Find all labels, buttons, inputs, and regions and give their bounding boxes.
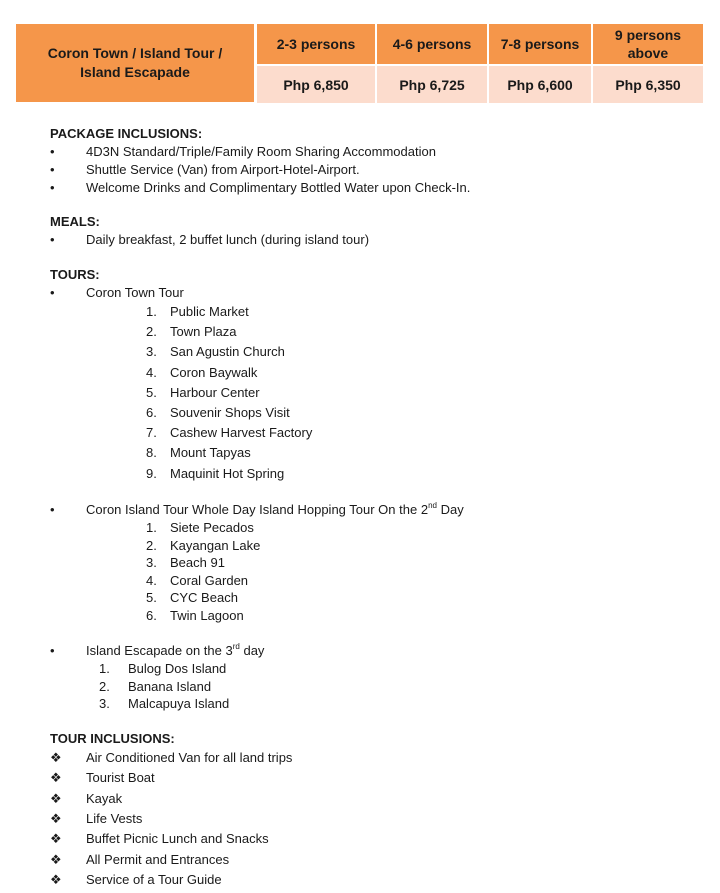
tour-inclusions-heading: TOUR INCLUSIONS: [50, 731, 175, 746]
price-value: Php 6,600 [507, 76, 573, 93]
tours-heading: TOURS: [50, 267, 100, 282]
escapade-title-text: Island Escapade on the 3 [86, 643, 233, 658]
price-cell [377, 66, 487, 103]
list-number: 1. [146, 304, 157, 319]
header-label-line2: above [627, 45, 669, 61]
list-number: 2. [146, 324, 157, 340]
list-number: 5. [146, 590, 157, 606]
package-inclusions-heading: PACKAGE INCLUSIONS: [50, 126, 203, 141]
header-label: 2-3 persons [276, 36, 356, 52]
bullet-icon: • [50, 144, 55, 159]
list-item: Public Market [170, 304, 249, 319]
price-value: Php 6,850 [283, 76, 349, 93]
price-value: Php 6,350 [615, 76, 681, 93]
list-item: All Permit and Entrances [86, 851, 230, 867]
list-item: Daily breakfast, 2 buffet lunch (during island tour) [86, 232, 370, 247]
list-item: Twin Lagoon [170, 608, 244, 623]
list-number: 2. [146, 537, 157, 553]
list-number: 4. [146, 364, 157, 380]
list-number: 4. [146, 572, 157, 588]
list-item: Coron Baywalk [170, 364, 258, 380]
bullet-icon: • [50, 162, 55, 177]
price-value: Php 6,725 [399, 76, 465, 93]
bullet-icon: • [50, 502, 55, 517]
ordinal-suffix: rd [232, 641, 240, 651]
list-item: Coral Garden [170, 572, 249, 588]
group-size-header-7-8 [489, 24, 591, 64]
list-item: Harbour Center [170, 384, 260, 400]
island-tour-title-text: Coron Island Tour Whole Day Island Hopping Tour On the 2 [86, 502, 429, 517]
list-item: Air Conditioned Van for all land trips [86, 750, 293, 765]
list-item: Town Plaza [170, 324, 237, 340]
island-tour-title [86, 501, 464, 519]
island-tour-title-end: Day [436, 502, 464, 517]
list-number: 3. [99, 696, 110, 712]
list-number: 6. [146, 405, 157, 420]
escapade-title [86, 642, 264, 660]
list-item: Welcome Drinks and Complimentary Bottled Water upon Check-In. [86, 180, 471, 195]
group-size-header-4-6 [377, 24, 487, 64]
list-item: 4D3N Standard/Triple/Family Room Sharing Accommodation [86, 144, 436, 159]
list-number: 1. [146, 520, 157, 535]
diamond-bullet-icon: ❖ [50, 770, 62, 786]
diamond-bullet-icon: ❖ [50, 871, 62, 887]
list-number: 1. [99, 661, 110, 676]
list-item: Bulog Dos Island [128, 661, 227, 676]
diamond-bullet-icon: ❖ [50, 831, 62, 847]
diamond-bullet-icon: ❖ [50, 750, 62, 765]
escapade-title-end: day [239, 643, 265, 658]
list-item: Buffet Picnic Lunch and Snacks [86, 831, 269, 847]
price-cell [257, 66, 375, 103]
bullet-icon: • [50, 232, 55, 247]
meals-heading: MEALS: [50, 214, 100, 229]
list-number: 9. [146, 465, 157, 481]
list-number: 5. [146, 384, 157, 400]
list-number: 8. [146, 445, 157, 461]
group-size-header-9-above [593, 24, 703, 64]
list-item: Tourist Boat [86, 770, 155, 786]
list-item: Beach 91 [170, 555, 225, 571]
group-size-header-2-3 [257, 24, 375, 64]
list-item: Kayak [86, 790, 123, 806]
list-item: Malcapuya Island [128, 696, 230, 712]
list-item: Service of a Tour Guide [86, 871, 222, 887]
list-item: Maquinit Hot Spring [170, 465, 285, 481]
list-item: Shuttle Service (Van) from Airport-Hotel-Airport. [86, 162, 360, 177]
list-item: CYC Beach [170, 590, 238, 606]
diamond-bullet-icon: ❖ [50, 851, 62, 867]
list-item: Cashew Harvest Factory [170, 425, 313, 441]
header-label-line1: 9 persons [614, 27, 682, 43]
list-item: Kayangan Lake [170, 537, 261, 553]
diamond-bullet-icon: ❖ [50, 790, 62, 806]
bullet-icon: • [50, 180, 55, 195]
list-number: 2. [99, 678, 110, 694]
list-item: Mount Tapyas [170, 445, 251, 461]
list-number: 6. [146, 608, 157, 623]
header-label: 7-8 persons [500, 36, 580, 52]
list-item: Siete Pecados [170, 520, 254, 535]
package-name-cell [16, 24, 254, 102]
package-name: Coron Town / Island Tour / Island Escapade [47, 45, 223, 80]
list-item: San Agustin Church [170, 344, 285, 360]
list-item: Souvenir Shops Visit [170, 405, 290, 420]
ordinal-suffix: nd [428, 500, 437, 510]
bullet-icon: • [50, 643, 55, 658]
price-cell [593, 66, 703, 103]
list-item: Banana Island [128, 678, 212, 694]
diamond-bullet-icon: ❖ [50, 810, 62, 826]
list-number: 3. [146, 555, 157, 571]
list-number: 7. [146, 425, 157, 441]
price-cell [489, 66, 591, 103]
list-item: Life Vests [86, 810, 143, 826]
list-number: 3. [146, 344, 157, 360]
town-tour-title: Coron Town Tour [86, 285, 184, 300]
header-label [615, 26, 681, 62]
header-label: 4-6 persons [392, 36, 472, 52]
bullet-icon: • [50, 285, 55, 300]
